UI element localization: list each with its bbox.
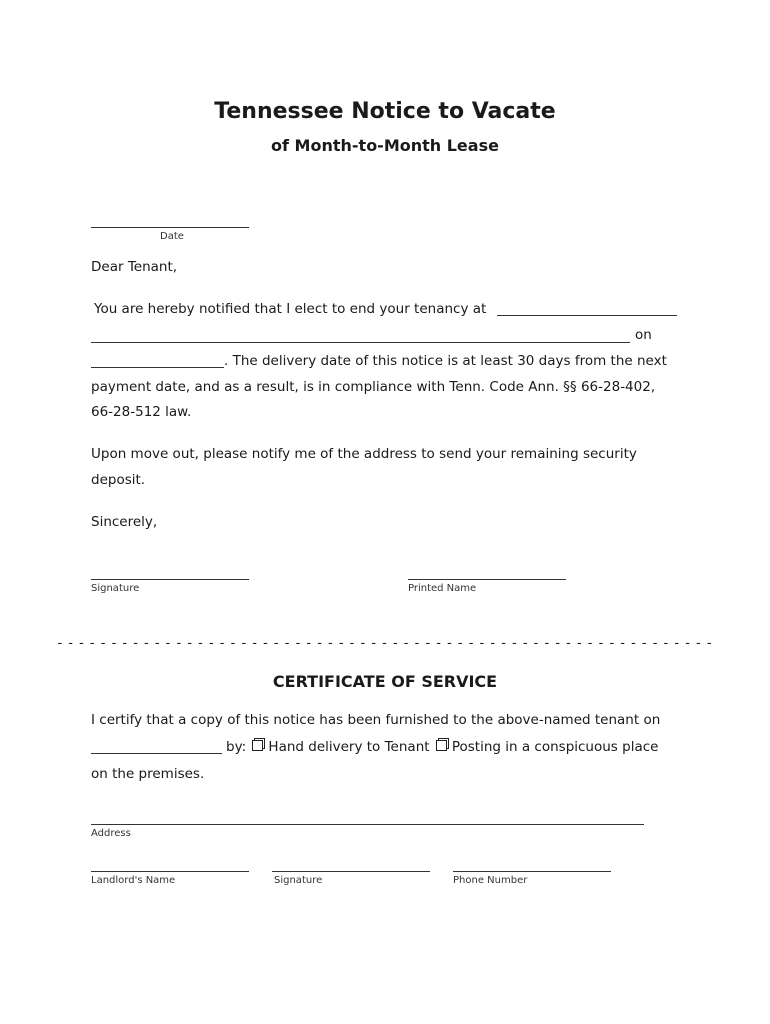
date-label: Date (160, 231, 184, 242)
document-subtitle: of Month-to-Month Lease (271, 136, 499, 155)
move-out-date-line[interactable] (91, 367, 224, 368)
notice-line-4: payment date, and as a result, is in compliance with Tenn. Code Ann. §§ 66-28-402, (91, 379, 656, 395)
notice-line-3: . The delivery date of this notice is at least 30 days from the next (224, 353, 667, 369)
landlord-name-label: Landlord's Name (91, 875, 176, 886)
signature-line[interactable] (91, 579, 249, 580)
date-field-line[interactable] (91, 227, 249, 228)
address-label: Address (91, 828, 131, 839)
printed-name-line[interactable] (408, 579, 566, 580)
posting-label: Posting in a conspicuous place (451, 739, 659, 755)
document-title: Tennessee Notice to Vacate (214, 99, 556, 124)
phone-number-line[interactable] (453, 871, 611, 872)
deposit-line-1: Upon move out, please notify me of the address to send your remaining security (91, 446, 637, 462)
by-label: by: (226, 739, 247, 755)
certificate-line-2 (226, 739, 658, 755)
certificate-signature-label: Signature (274, 875, 323, 886)
closing: Sincerely, (91, 514, 158, 530)
certificate-line-3: on the premises. (91, 766, 205, 782)
deposit-line-2: deposit. (91, 472, 146, 488)
certificate-title: CERTIFICATE OF SERVICE (272, 672, 498, 691)
hand-delivery-label: Hand delivery to Tenant (268, 739, 430, 755)
address-line[interactable] (91, 824, 644, 825)
posting-checkbox-icon[interactable] (436, 740, 447, 751)
signature-label: Signature (91, 583, 140, 594)
service-date-line[interactable] (91, 753, 222, 754)
greeting: Dear Tenant, (91, 259, 178, 275)
certificate-line-1: I certify that a copy of this notice has been furnished to the above-named tenant on (91, 712, 661, 728)
printed-name-label: Printed Name (408, 583, 477, 594)
landlord-name-line[interactable] (91, 871, 249, 872)
certificate-signature-line[interactable] (272, 871, 430, 872)
notice-line-5: 66-28-512 law. (91, 404, 192, 420)
tenancy-address-line-a[interactable] (497, 315, 677, 316)
notice-line-1: You are hereby notified that I elect to end your tenancy at (94, 301, 487, 317)
on-text: on (635, 327, 652, 343)
cut-line-separator: - - - - - - - - - - - - - - - - - - - - - - - - - - - - - - - - - - - - - - - - - - - - - - - - - - - - - - - - - - - - - (57, 636, 713, 651)
tenancy-address-line-b[interactable] (91, 342, 630, 343)
phone-number-label: Phone Number (453, 875, 528, 886)
hand-delivery-checkbox-icon[interactable] (252, 740, 263, 751)
